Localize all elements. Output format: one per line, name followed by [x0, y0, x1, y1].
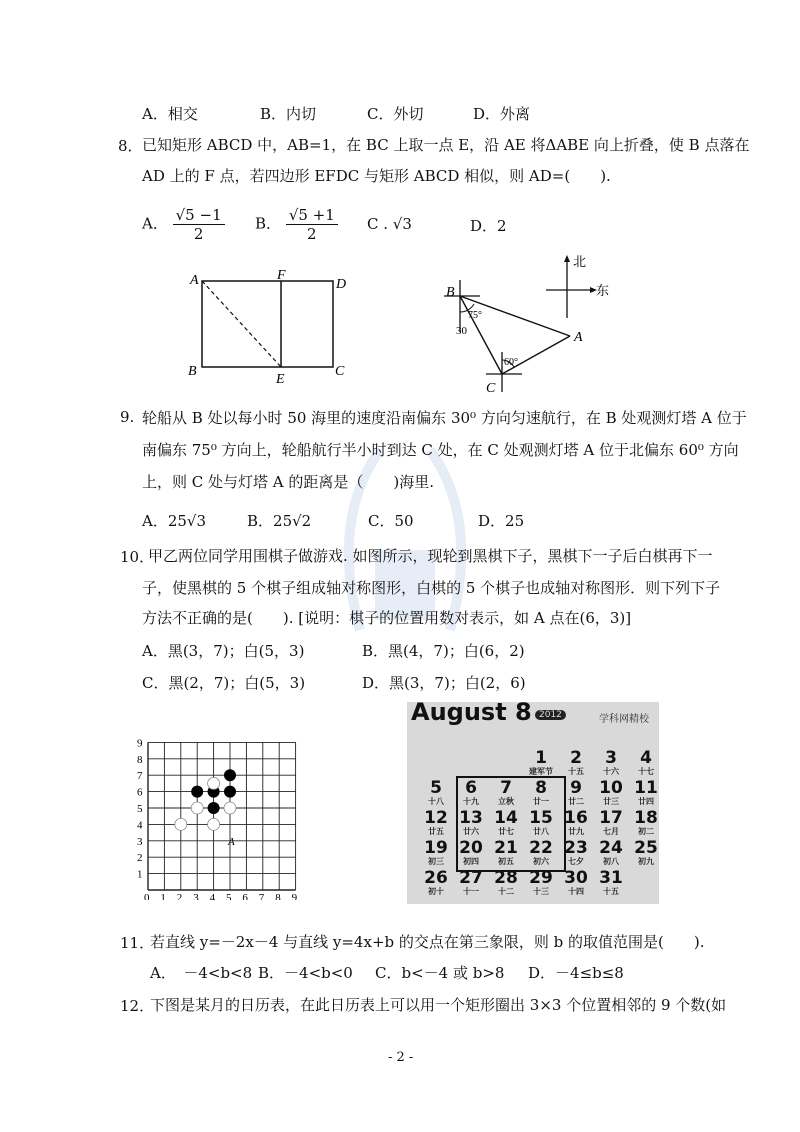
calendar-day-lunar: 十三	[533, 887, 549, 896]
label-north: 北	[573, 254, 587, 269]
calendar-day-number: 7	[500, 778, 512, 798]
label-angle-75: 75°	[468, 310, 482, 321]
q9-option-d: D．25	[478, 512, 525, 530]
calendar-day	[456, 780, 486, 806]
rectangle-fold-figure	[180, 268, 350, 386]
calendar-day	[561, 750, 591, 776]
q9-text-line3: 上，则 C 处与灯塔 A 的距离是（ )海里.	[142, 473, 435, 491]
calendar-day-lunar: 廿六	[463, 827, 479, 836]
q8-option-a-denominator: 2	[193, 225, 204, 243]
calendar-day	[561, 840, 591, 866]
calendar-day-lunar: 廿五	[428, 827, 444, 836]
grid-stones	[175, 769, 236, 848]
calendar-day	[421, 870, 451, 896]
calendar-day-lunar: 廿四	[638, 797, 654, 806]
calendar-day-lunar: 廿九	[568, 827, 584, 836]
calendar-day	[421, 780, 451, 806]
q9-number: 9.	[120, 408, 135, 426]
calendar-day-number: 22	[529, 838, 553, 858]
calendar-day-lunar: 初二	[638, 827, 654, 836]
calendar-day	[631, 750, 659, 776]
label-angle-30: 30	[456, 325, 467, 337]
page-number: - 2 -	[388, 1050, 414, 1065]
calendar-day	[596, 810, 626, 836]
calendar-day	[456, 840, 486, 866]
calendar-day-lunar: 十一	[463, 887, 479, 896]
q7-option-a: A．相交	[142, 105, 198, 123]
calendar-day	[631, 810, 659, 836]
calendar-day	[421, 840, 451, 866]
calendar-day-lunar: 初五	[498, 857, 514, 866]
calendar-day-number: 14	[494, 808, 518, 828]
calendar-day-number: 11	[634, 778, 658, 798]
calendar-day-number: 29	[529, 868, 553, 888]
x-tick-label: 3	[193, 892, 199, 900]
calendar-day-lunar: 初十	[428, 887, 444, 896]
calendar-day-number: 3	[605, 748, 617, 768]
calendar-day-lunar: 廿八	[533, 827, 549, 836]
label-c: C	[335, 364, 345, 379]
grid-axis-labels	[137, 737, 298, 900]
y-tick-label: 9	[137, 737, 143, 750]
calendar-day-number: 21	[494, 838, 518, 858]
calendar-day-lunar: 初八	[603, 857, 619, 866]
q9-option-b: B．25√2	[247, 512, 312, 530]
go-board-grid	[135, 718, 315, 900]
q8-text-line1: 已知矩形 ABCD 中，AB=1，在 BC 上取一点 E，沿 AE 将ΔABE 向上折叠，使 B 点落在	[142, 136, 750, 154]
calendar-day-number: 12	[424, 808, 448, 828]
calendar-day-lunar: 立秋	[498, 797, 514, 806]
q10-number: 10．	[120, 548, 155, 566]
calendar-image	[407, 702, 659, 904]
calendar-day-lunar: 七夕	[568, 857, 584, 866]
y-tick-label: 2	[137, 852, 143, 865]
calendar-day	[596, 780, 626, 806]
label-f: F	[277, 268, 286, 283]
calendar-day	[491, 780, 521, 806]
calendar-title: August 8	[411, 702, 532, 726]
calendar-day	[456, 870, 486, 896]
calendar-day	[526, 780, 556, 806]
calendar-day-number: 8	[535, 778, 547, 798]
q8-option-a-numerator: √5 −1	[173, 206, 225, 225]
calendar-day-lunar: 十七	[638, 767, 654, 776]
q12-number: 12．	[120, 997, 155, 1015]
q9-text-line1: 轮船从 B 处以每小时 50 海里的速度沿南偏东 30⁰ 方向匀速航行，在 B 处观测灯塔 A 位于	[142, 409, 747, 427]
calendar-day	[596, 870, 626, 896]
q8-option-b-denominator: 2	[307, 225, 317, 243]
calendar-day-lunar: 十五	[568, 767, 584, 776]
calendar-day-number: 10	[599, 778, 623, 798]
calendar-year-badge: 2012	[535, 710, 566, 720]
q7-option-c: C．外切	[367, 105, 424, 123]
q12-text: 下图是某月的日历表，在此日历表上可以用一个矩形圈出 3×3 个位置相邻的 9 个数(如	[150, 996, 727, 1014]
calendar-day-number: 9	[570, 778, 582, 798]
black-stone	[224, 769, 236, 781]
calendar-day-number: 16	[564, 808, 588, 828]
white-stone	[175, 818, 187, 830]
calendar-day	[526, 750, 556, 776]
y-tick-label: 5	[137, 803, 143, 815]
q11-number: 11．	[120, 934, 155, 952]
calendar-day-lunar: 十九	[463, 797, 479, 806]
calendar-day-number: 25	[634, 838, 658, 858]
calendar-day-number: 26	[424, 868, 448, 888]
x-tick-label: 7	[258, 892, 265, 900]
calendar-day-number: 24	[599, 838, 623, 858]
q9-text-line2: 南偏东 75⁰ 方向上，轮船航行半小时到达 C 处，在 C 处观测灯塔 A 位于北偏东 60⁰ 方向	[142, 441, 739, 459]
x-tick-label: 1	[160, 892, 166, 900]
white-stone	[224, 802, 236, 814]
rectangle-abcd	[202, 281, 333, 367]
calendar-day-number: 28	[494, 868, 518, 888]
q8-option-b-label: B．	[255, 214, 282, 233]
calendar-day-number: 23	[564, 838, 588, 858]
x-tick-label: 9	[291, 892, 298, 900]
calendar-day-lunar: 十六	[603, 767, 619, 776]
y-tick-label: 4	[137, 819, 143, 832]
q8-number: 8．	[118, 137, 143, 155]
q11-option-a: A． －4<b<8	[150, 964, 253, 982]
black-stone	[208, 802, 220, 814]
y-tick-label: 3	[137, 835, 143, 848]
black-stone	[224, 786, 236, 798]
point-a-label: A	[228, 835, 235, 848]
calendar-day-lunar: 廿三	[603, 797, 619, 806]
calendar-day-lunar: 十四	[568, 887, 584, 896]
q9-option-c: C．50	[368, 512, 414, 530]
q9-option-a: A．25√3	[142, 512, 207, 530]
label-c: C	[486, 381, 496, 396]
q8-option-d: D．2	[470, 217, 507, 235]
label-e: E	[276, 372, 285, 386]
calendar-day-number: 2	[570, 748, 582, 768]
calendar-day	[561, 780, 591, 806]
x-tick-label: 2	[176, 892, 183, 900]
calendar-day-number: 4	[640, 748, 652, 768]
calendar-day-lunar: 十二	[498, 887, 514, 896]
calendar-day-lunar: 十五	[603, 887, 619, 896]
label-a: A	[190, 273, 199, 288]
calendar-day	[631, 840, 659, 866]
q8-option-c: C . √3	[367, 215, 412, 233]
q8-option-a	[142, 206, 225, 243]
calendar-brand: 学科网精校	[599, 714, 649, 725]
q7-option-d: D．外离	[473, 105, 531, 123]
calendar-day	[456, 810, 486, 836]
calendar-day-lunar: 初四	[463, 857, 479, 866]
calendar-day-lunar: 初三	[428, 857, 444, 866]
q11-text: 若直线 y=－2x－4 与直线 y=4x+b 的交点在第三象限，则 b 的取值范围是( ).	[150, 933, 705, 951]
q7-option-b: B．内切	[260, 105, 317, 123]
calendar-day-number: 17	[599, 808, 623, 828]
calendar-day	[421, 810, 451, 836]
calendar-day	[596, 750, 626, 776]
calendar-day-lunar: 廿一	[533, 797, 549, 806]
label-b: B	[446, 285, 455, 300]
navigation-figure	[440, 252, 620, 400]
calendar-day	[491, 870, 521, 896]
x-tick-label: 4	[209, 892, 216, 900]
calendar-day-number: 27	[459, 868, 483, 888]
q8-text-line2: AD 上的 F 点，若四边形 EFDC 与矩形 ABCD 相似，则 AD=( ).	[142, 167, 611, 185]
calendar-day	[491, 810, 521, 836]
x-tick-label: 0	[144, 892, 150, 900]
calendar-day-number: 13	[459, 808, 483, 828]
calendar-day	[596, 840, 626, 866]
calendar-day-lunar: 廿二	[568, 797, 584, 806]
white-stone	[208, 818, 220, 830]
white-stone	[208, 777, 220, 789]
calendar-day-lunar: 廿七	[498, 827, 514, 836]
q8-option-b-numerator: √5 +1	[286, 206, 338, 225]
label-a: A	[574, 330, 583, 345]
calendar-day	[526, 810, 556, 836]
q10-text-line1: 甲乙两位同学用围棋子做游戏. 如图所示，现轮到黑棋下子，黑棋下一子后白棋再下一	[148, 547, 713, 565]
calendar-day-number: 18	[634, 808, 658, 828]
q8-option-b	[255, 206, 338, 243]
label-b: B	[188, 364, 197, 379]
q10-option-c: C．黑(2，7)；白(5，3)	[142, 674, 306, 692]
x-tick-label: 6	[242, 892, 248, 900]
fold-line-ae	[202, 281, 281, 367]
y-tick-label: 7	[137, 770, 143, 783]
q10-text-line2: 子，使黑棋的 5 个棋子组成轴对称图形，白棋的 5 个棋子也成轴对称图形．则下列下子	[142, 579, 721, 597]
calendar-day	[526, 840, 556, 866]
q11-option-d: D．－4≤b≤8	[528, 964, 624, 982]
black-stone	[191, 786, 203, 798]
white-stone	[191, 802, 203, 814]
calendar-day-lunar: 十八	[428, 797, 444, 806]
calendar-day-number: 30	[564, 868, 588, 888]
y-tick-label: 1	[137, 868, 143, 881]
calendar-day-number: 15	[529, 808, 553, 828]
calendar-day-number: 6	[465, 778, 477, 798]
calendar-day-number: 20	[459, 838, 483, 858]
calendar-day-number: 31	[599, 868, 623, 888]
segment-ca	[502, 336, 570, 374]
calendar-day	[526, 870, 556, 896]
y-tick-label: 8	[137, 753, 143, 766]
calendar-day	[491, 840, 521, 866]
calendar-day-number: 1	[535, 748, 547, 768]
calendar-day-lunar: 初九	[638, 857, 654, 866]
label-angle-60: 60°	[504, 357, 518, 368]
q10-text-line3: 方法不正确的是( ). [说明：棋子的位置用数对表示，如 A 点在(6，3)]	[142, 609, 632, 627]
q8-option-a-fraction	[173, 206, 225, 243]
q10-option-a: A．黑(3，7)；白(5，3)	[142, 642, 305, 660]
q8-option-a-label: A．	[142, 214, 168, 233]
q10-option-d: D．黑(3，7)；白(2，6)	[362, 674, 526, 692]
q11-option-c: C．b<－4 或 b>8	[375, 964, 505, 982]
q8-option-b-fraction	[286, 206, 338, 243]
y-tick-label: 6	[137, 786, 143, 799]
calendar-day-lunar: 初六	[533, 857, 549, 866]
calendar-day	[631, 780, 659, 806]
calendar-day	[561, 810, 591, 836]
calendar-day	[561, 870, 591, 896]
calendar-day-lunar: 建军节	[529, 767, 553, 776]
calendar-day-number: 5	[430, 778, 442, 798]
q11-option-b: B．－4<b<0	[258, 964, 353, 982]
grid-lines	[148, 742, 296, 890]
x-tick-label: 5	[226, 892, 232, 900]
label-east: 东	[596, 283, 610, 298]
calendar-day-number: 19	[424, 838, 448, 858]
x-tick-label: 8	[275, 892, 281, 900]
north-arrow-icon	[564, 255, 570, 262]
label-d: D	[336, 277, 347, 292]
calendar-day-lunar: 七月	[603, 827, 619, 836]
q10-option-b: B．黑(4，7)；白(6，2)	[362, 642, 525, 660]
